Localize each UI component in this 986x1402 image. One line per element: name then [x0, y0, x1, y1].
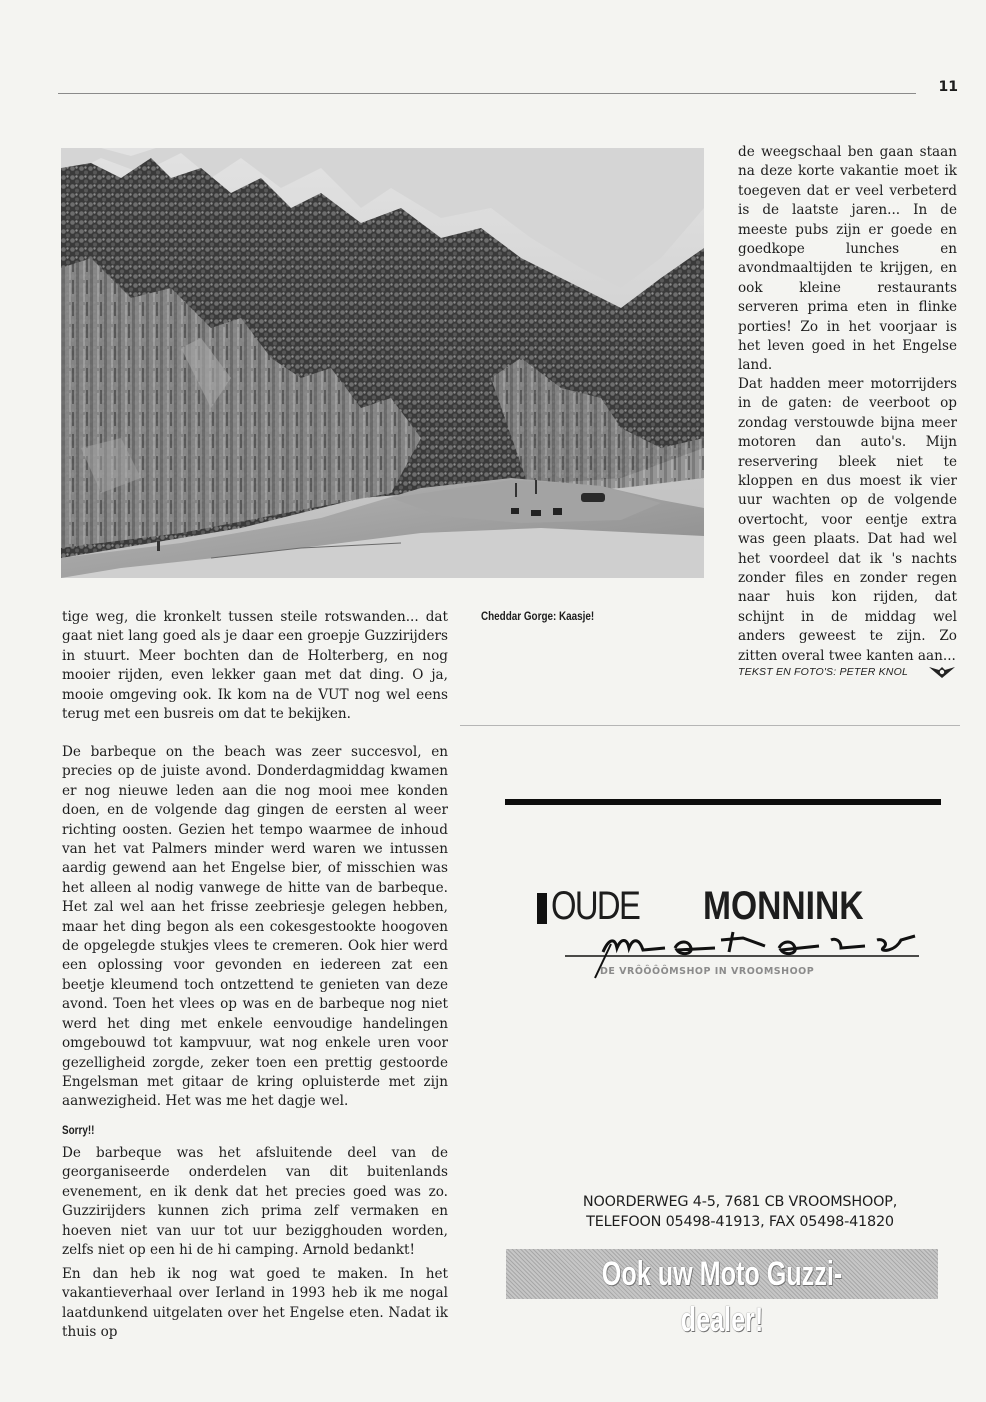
logo-word-monnink: MONNINK — [703, 884, 864, 928]
dealer-banner — [506, 1249, 938, 1339]
article-credit: TEKST EN FOTO'S: PETER KNOL — [738, 666, 908, 678]
article-paragraph: Dat hadden meer motorrijders in de gaten: de veerboot op zondag verstouwde bijna meer motoren dan auto's. Mijn reservering bleek niet te kloppen en dus moest ik vier uur wachten op de volgende overtocht, voor eentje extra was geen plaats. Dat had wel het voordeel dat ik 's nachts zonder files en zonder regen naar huis kon rijden, dat schijnt in de middag wel anders geweest te zijn. Zo zitten overal twee kanten aan... — [738, 376, 957, 664]
logo-word-oude: OUDE — [551, 884, 640, 928]
phone-fax-line: TELEFOON 05498-41913, FAX 05498-41820 — [586, 1214, 894, 1230]
photo-caption: Cheddar Gorge: Kaasje! — [481, 611, 595, 623]
section-heading: Sorry!! — [62, 1125, 95, 1137]
header-rule — [58, 93, 916, 94]
advert-address — [540, 1192, 940, 1232]
address-line: NOORDERWEG 4-5, 7681 CB VROOMSHOOP, — [582, 1194, 898, 1210]
article-paragraph: tige weg, die kronkelt tussen steile rotswanden... dat gaat niet lang goed als je daar een groepje Guzzirijders in stuurt. Meer bochten dan de Holterberg, en nog mooier rijden, even lekker gaan met dat ding. O ja, mooie omgeving ook. Ik kom na de VUT nog wel eens terug met een busreis om dat te bekijken. — [62, 609, 448, 723]
logo-bar — [537, 893, 547, 924]
advert-top-rule — [505, 799, 941, 805]
article-paragraph: De barbeque on the beach was zeer succesvol, en precies op de juiste avond. Donderdagmiddag kwamen er nog nieuwe leden aan die nog mooi mee konden doen, en de volgende dag gingen de eersten al weer richting oosten. Gezien het tempo waarmee de inhoud van het vat Palmers minder werd waren we intussen aardig gewend aan het Engelse bier, of misschien was het alleen al nodig vanwege de hitte van de barbeque. Het zal wel aan het frisse zeebriesje gelegen hebben, maar het ding begon als een cokesgestookte hoogoven de opgelegde stukjes vlees te cremeren. Ook hier werd een oplossing voor gevonden en iedereen zat een beetje kleumend toch ontzettend te genieten van deze avond. Toen het vlees op was en de barbeque nog niet werd het ding met enkele eenvoudige handelingen omgebouwd tot kampvuur, wat nog enkele uren voor gezelligheid zorgde, zeker toen een prettig gestoorde Engelsman met gitaar de kring opluisterde met zijn aanwezigheid. Het was me het dagje wel. — [62, 744, 448, 1110]
page-number: 11 — [938, 79, 958, 95]
dealer-banner-text: Ook uw Moto Guzzi-dealer! — [601, 1255, 843, 1339]
moto-guzzi-eagle-icon — [928, 664, 956, 680]
article-paragraph: de weegschaal ben gaan staan na deze korte vakantie moet ik toegeven dat er veel verbeterd is de laatste jaren... In de meeste pubs zijn er goede en goedkope lunches en avondmaaltijden te krijgen, en ook kleine restaurants serveren prima eten in flinke porties! Zo in het voorjaar is het leven goed in het Engelse land. — [738, 144, 957, 374]
advert-tagline: DE VRÔÔÔÔMSHOP IN VROOMSHOOP — [600, 966, 815, 977]
cheddar-gorge-photo — [61, 148, 704, 578]
article-paragraph: En dan heb ik nog wat goed te maken. In het vakantieverhaal over Ierland in 1993 heb ik me nogal laatdunkend uitgelaten over het Engelse eten. Nadat ik thuis op — [62, 1266, 448, 1341]
divider — [460, 725, 960, 726]
article-paragraph: De barbeque was het afsluitende deel van de georganiseerde onderdelen van dit buitenlands evenement, en ik denk dat het precies goed was zo. Guzzirijders kunnen zich prima zelf vermaken en hoeven niet van uur tot uur bezigghouden worden, zelfs niet op een hi de hi camping. Arnold bedankt! — [62, 1145, 448, 1259]
